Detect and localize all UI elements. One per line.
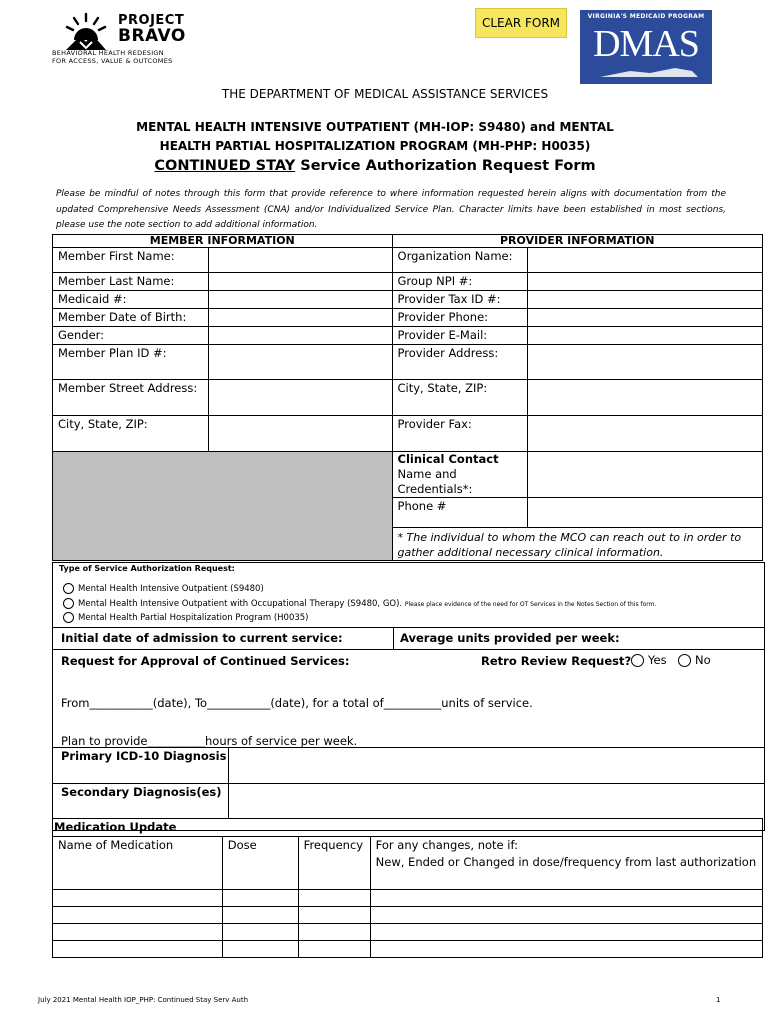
provider-info-heading: PROVIDER INFORMATION (392, 235, 762, 248)
retro-yes-option[interactable] (631, 653, 667, 667)
radio-icon[interactable] (63, 612, 74, 623)
radio-icon[interactable] (63, 598, 74, 609)
member-last-name-input[interactable] (208, 273, 392, 291)
subtitle-rest: Service Authorization Request Form (295, 158, 596, 174)
medication-name-cell[interactable] (53, 890, 223, 907)
secondary-diagnosis-label: Secondary Diagnosis(es) (61, 785, 222, 799)
col-change-note (370, 837, 762, 890)
form-title-line1: MENTAL HEALTH INTENSIVE OUTPATIENT (MH-IOP: S9480) and MENTAL (136, 120, 614, 134)
service-authorization-section (52, 562, 765, 831)
service-dates-line[interactable]: From___________(date), To___________(date), for a total of__________units of service. (61, 696, 533, 710)
clinical-contact-bold: Clinical Contact (397, 452, 499, 466)
member-plan-id-input[interactable] (208, 345, 392, 380)
member-first-name-input[interactable] (208, 248, 392, 273)
provider-address-label: Provider Address: (392, 345, 528, 380)
service-option-2-label: Mental Health Intensive Outpatient with Occupational Therapy (S9480, GO). (78, 599, 403, 609)
secondary-diagnosis-input[interactable] (229, 784, 763, 818)
form-subtitle (0, 158, 750, 174)
service-type-heading: Type of Service Authorization Request: (59, 564, 235, 573)
medicaid-number-input[interactable] (208, 291, 392, 309)
frequency-cell[interactable] (298, 941, 370, 958)
retro-yes-label: Yes (648, 653, 667, 667)
clinical-contact-rest: Name and Credentials*: (397, 467, 473, 496)
provider-city-input[interactable] (528, 380, 763, 416)
clinical-phone-input[interactable] (528, 498, 763, 528)
clinical-phone-label: Phone # (392, 498, 528, 528)
provider-city-label: City, State, ZIP: (392, 380, 528, 416)
form-title (0, 118, 750, 156)
retro-review-label: Retro Review Request? (481, 654, 632, 668)
logo-bravo-text: BRAVO (118, 26, 186, 46)
col-medication-name: Name of Medication (53, 837, 223, 890)
dose-cell[interactable] (222, 907, 298, 924)
organization-name-input[interactable] (528, 248, 763, 273)
divider (53, 627, 764, 628)
member-first-name-label: Member First Name: (53, 248, 209, 273)
request-approval-label: Request for Approval of Continued Services: (61, 654, 350, 668)
col-frequency: Frequency (298, 837, 370, 890)
frequency-cell[interactable] (298, 924, 370, 941)
hours-per-week-line[interactable]: Plan to provide__________hours of service per week. (61, 734, 358, 748)
clinical-contact-input[interactable] (528, 452, 763, 498)
provider-fax-input[interactable] (528, 416, 763, 452)
logo-tagline-line2: FOR ACCESS, VALUE & OUTCOMES (52, 57, 173, 65)
radio-icon[interactable] (631, 654, 644, 667)
logo-project-text: PROJECT (118, 13, 185, 28)
retro-no-label: No (695, 653, 711, 667)
member-dob-input[interactable] (208, 309, 392, 327)
organization-name-label: Organization Name: (392, 248, 528, 273)
clear-form-button[interactable]: CLEAR FORM (475, 8, 567, 38)
instruction-note: Please be mindful of notes through this form that provide reference to where information requested herein aligns with documentation from the updated Comprehensive Needs Assessment (CNA) and/or Individualized Service Plan. Character limits have been established in most sections, please use the note section to add additional information. (56, 189, 726, 230)
subtitle-continued-stay: CONTINUED STAY (154, 158, 296, 174)
divider (53, 649, 764, 650)
clinical-contact-footnote: * The individual to whom the MCO can reach out to in order to gather additional necessary clinical information. (392, 528, 762, 561)
dmas-logo (580, 10, 712, 84)
dmas-logo-top: VIRGINIA'S MEDICAID PROGRAM (587, 13, 705, 20)
footer-text: July 2021 Mental Health IOP_PHP: Continued Stay Serv Auth (38, 996, 249, 1004)
page-number: 1 (716, 996, 721, 1004)
change-note-cell[interactable] (370, 924, 762, 941)
radio-icon[interactable] (63, 583, 74, 594)
retro-no-option[interactable] (678, 653, 711, 667)
frequency-cell[interactable] (298, 907, 370, 924)
dose-cell[interactable] (222, 924, 298, 941)
medication-name-cell[interactable] (53, 924, 223, 941)
provider-address-input[interactable] (528, 345, 763, 380)
gender-label: Gender: (53, 327, 209, 345)
provider-tax-id-label: Provider Tax ID #: (392, 291, 528, 309)
logo-tagline (52, 49, 173, 65)
member-city-label: City, State, ZIP: (53, 416, 209, 452)
dose-cell[interactable] (222, 941, 298, 958)
dose-cell[interactable] (222, 890, 298, 907)
service-option-2-note: Please place evidence of the need for OT Services in the Notes Section of this form. (404, 601, 657, 608)
project-bravo-logo-icon (64, 12, 108, 52)
radio-icon[interactable] (678, 654, 691, 667)
member-info-heading: MEMBER INFORMATION (53, 235, 393, 248)
provider-tax-id-input[interactable] (528, 291, 763, 309)
provider-fax-label: Provider Fax: (392, 416, 528, 452)
provider-phone-input[interactable] (528, 309, 763, 327)
initial-date-label: Initial date of admission to current service: (61, 631, 343, 645)
primary-diagnosis-input[interactable] (229, 748, 763, 782)
member-city-input[interactable] (208, 416, 392, 452)
member-provider-table (52, 234, 763, 561)
primary-diagnosis-label: Primary ICD-10 Diagnosis (61, 749, 227, 763)
col-change-note-line2: New, Ended or Changed in dose/frequency from last authorization (375, 855, 757, 869)
logo-tagline-line1: BEHAVIORAL HEALTH REDESIGN (52, 49, 164, 57)
provider-email-input[interactable] (528, 327, 763, 345)
member-plan-id-label: Member Plan ID #: (53, 345, 209, 380)
provider-phone-label: Provider Phone: (392, 309, 528, 327)
service-option-2[interactable] (63, 598, 656, 609)
medication-name-cell[interactable] (53, 907, 223, 924)
col-change-note-line1: For any changes, note if: (375, 838, 518, 852)
agency-name: THE DEPARTMENT OF MEDICAL ASSISTANCE SERVICES (221, 87, 549, 101)
member-street-address-label: Member Street Address: (53, 380, 209, 416)
average-units-label: Average units provided per week: (400, 631, 620, 645)
medication-name-cell[interactable] (53, 941, 223, 958)
member-street-address-input[interactable] (208, 380, 392, 416)
change-note-cell[interactable] (370, 890, 762, 907)
clinical-contact-label (392, 452, 528, 498)
change-note-cell[interactable] (370, 941, 762, 958)
service-option-3[interactable] (63, 612, 309, 623)
divider (393, 627, 394, 649)
form-title-line2: HEALTH PARTIAL HOSPITALIZATION PROGRAM (MH-PHP: H0035) (159, 139, 591, 153)
medication-heading: Medication Update (53, 819, 763, 837)
col-dose: Dose (222, 837, 298, 890)
medication-table (52, 818, 763, 958)
service-option-1[interactable] (63, 583, 264, 594)
provider-email-label: Provider E-Mail: (392, 327, 528, 345)
frequency-cell[interactable] (298, 890, 370, 907)
group-npi-input[interactable] (528, 273, 763, 291)
service-option-3-label: Mental Health Partial Hospitalization Program (H0035) (78, 613, 309, 623)
gender-input[interactable] (208, 327, 392, 345)
member-dob-label: Member Date of Birth: (53, 309, 209, 327)
change-note-cell[interactable] (370, 907, 762, 924)
medicaid-number-label: Medicaid #: (53, 291, 209, 309)
service-option-1-label: Mental Health Intensive Outpatient (S9480) (78, 584, 264, 594)
dmas-logo-name: DMAS (593, 23, 699, 65)
member-last-name-label: Member Last Name: (53, 273, 209, 291)
shaded-blank-cell (53, 452, 393, 561)
group-npi-label: Group NPI #: (392, 273, 528, 291)
virginia-map-icon (580, 65, 712, 79)
